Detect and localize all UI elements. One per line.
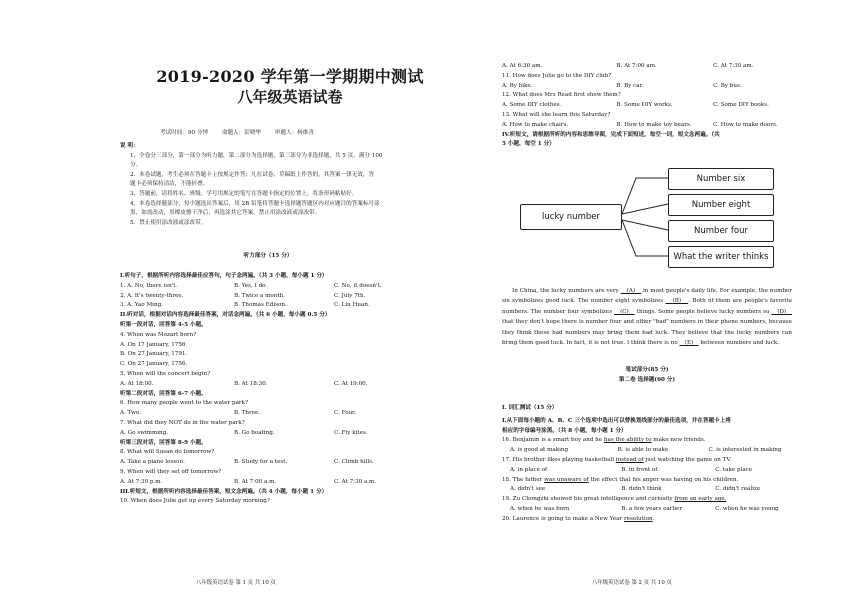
blank-a[interactable]: (A): [626, 288, 636, 294]
vocab-section: [502, 404, 792, 525]
question-17: 17. His brother likes playing basketball instead of just watching the game on TV.: [502, 456, 732, 463]
question-row: [502, 466, 792, 476]
option[interactable]: B. Three.: [234, 410, 261, 417]
question-18: 18. The father was unaware of the effect that his anger was having on his children.: [502, 476, 739, 483]
meta-reviewer: 审题人：杨维青: [274, 130, 314, 136]
exam-title: 2019-2020 学年第一学期期中测试: [156, 67, 424, 86]
option[interactable]: C. didn't realize: [715, 486, 761, 493]
option[interactable]: B. Thomas Edison.: [234, 302, 287, 309]
exam-subtitle: 八年级英语试卷: [237, 88, 343, 106]
option[interactable]: C. No, it doesn't.: [334, 282, 382, 289]
option[interactable]: C. is interested in making: [708, 447, 782, 454]
passage-text: in most people's daily life. For example, the number six symbolizes good luck. The number eight symbolizes: [502, 288, 793, 305]
question-row: [502, 505, 792, 515]
question-10: 10. When does Julie get up every Saturday morning?: [120, 498, 270, 505]
option[interactable]: B. Some DIY works.: [616, 102, 673, 109]
written-title: 笔试部分(85 分): [625, 367, 669, 373]
mindmap-branch: Number six: [668, 168, 774, 190]
option[interactable]: B. Yes, I do.: [234, 282, 268, 289]
note-line: 4、本卷选择题部分，每小题选出答案后，用 2B 铅笔将答题卡选择题答题区内对应题目的答案标号涂: [130, 200, 380, 207]
page-footer-right: 八年级英语试卷 第 2 页 共 10 页: [592, 580, 672, 586]
option[interactable]: B. By car.: [616, 82, 644, 89]
question-9: 9. When will they set off tomorrow?: [120, 468, 222, 475]
option[interactable]: B. Twice a month.: [234, 292, 286, 299]
listening-title: 听力部分（15 分）: [243, 253, 293, 259]
question-19: 19. Zu Chongzhi showed his great intelligence and curiosity from an early age.: [502, 496, 727, 503]
passage: [502, 286, 792, 348]
blank-e[interactable]: (E): [684, 340, 694, 347]
mindmap-center: lucky number: [520, 204, 622, 230]
note-line: 题卡必须保持清洁，不能折叠。: [130, 181, 209, 188]
page-footer-left: 八年级英语试卷 第 1 页 共 10 页: [196, 580, 276, 586]
question-8: 8. What will Susan do tomorrow?: [120, 449, 215, 456]
option[interactable]: A. when he was born: [510, 505, 570, 512]
option[interactable]: B. At 18:30.: [234, 380, 268, 387]
option[interactable]: A. Go swimming.: [120, 429, 169, 436]
option[interactable]: C. Fly kites.: [334, 429, 368, 436]
question-13: 13. What will she learn this Saturday?: [502, 111, 611, 118]
section-1-title: I.听句子，根据所听内容选择最佳应答句，句子念两遍。（共 3 小题，每小题 1 分）: [120, 273, 328, 279]
blank-c[interactable]: (C): [620, 308, 629, 315]
question-7: 7. What did they NOT do in the water park?: [120, 419, 245, 426]
mindmap-branch: Number four: [668, 220, 774, 242]
blank-b[interactable]: (B): [672, 298, 682, 305]
section-4-title: IV.听短文，请根据所听的内容和思维导图，完成下面短述，每空一词，短文念两遍。（共: [502, 131, 720, 138]
question-row: [502, 485, 792, 495]
option[interactable]: A. didn't see: [510, 486, 546, 493]
option[interactable]: B. On 27 January, 1791.: [120, 351, 188, 358]
option[interactable]: C. Climb hills.: [334, 459, 374, 466]
option[interactable]: A. How to make chairs.: [502, 121, 569, 128]
option[interactable]: C. How to make doors.: [713, 121, 778, 128]
mindmap-branch: What the writer thinks: [668, 246, 774, 268]
passage-text: . Both of them are people's favorite numbers. The number four symbolizes: [502, 298, 792, 315]
passage-text: that they don't hope there is number four and other "bad" numbers in their phone numbers, because they think these bad numbers may bring them bad luck. They believe that the lucky numbers can bring them good luck. In fact, it is not true. I think there is no: [502, 319, 792, 347]
note-line: 黑，如需改动，用橡皮擦干净后，再选涂其它答案，禁止用涂改液或涂改带。: [130, 210, 321, 217]
question-12: 12. What does Mrs Read first show them?: [502, 92, 621, 99]
option[interactable]: B. How to make toy bears.: [616, 121, 692, 128]
option[interactable]: A. Take a piano lesson.: [120, 459, 185, 466]
note-line: 分。: [130, 162, 142, 169]
vocab-title: I. 词汇测试（15 分）: [502, 405, 558, 411]
option[interactable]: A. Two.: [120, 410, 141, 417]
option[interactable]: C. when he was young: [715, 505, 779, 512]
option[interactable]: B. in front of: [621, 466, 658, 473]
option[interactable]: C. Some DIY books.: [713, 102, 769, 109]
question-row: [502, 446, 792, 456]
option[interactable]: C. Four.: [334, 410, 357, 417]
question-16: 16. Benjamin is a smart boy and he has the ability to make new friends.: [502, 437, 706, 444]
vocab-instructions-2: 相应的字母编号涂黑。（共 8 小题，每小题 1 分）: [502, 427, 627, 434]
option[interactable]: C. On 27 January, 1756.: [120, 361, 188, 368]
option[interactable]: B. At 7:00 am.: [616, 63, 657, 69]
note-line: 5、禁止使用涂改液或涂改带。: [130, 219, 207, 226]
question-11: 11. How does Julie go to the DIY club?: [502, 72, 612, 79]
part2-title: 第二卷 选择题(60 分): [618, 377, 676, 383]
option[interactable]: 2. A. It's twenty-three.: [120, 292, 184, 299]
question-6: 6. How many people went to the water park?: [120, 400, 248, 407]
option[interactable]: B. a few years earlier: [621, 505, 683, 512]
notes-title: 说 明：: [120, 143, 139, 149]
meta-author: 命题人：彭晓华: [221, 130, 262, 136]
note-line: 3、答题前，请将姓名、班级、学号用规定的笔写在答题卡指定的位置上，将条形码粘贴好。: [130, 190, 358, 197]
option[interactable]: A. At 18:00.: [120, 380, 154, 387]
option[interactable]: A. in place of: [510, 466, 548, 473]
option[interactable]: C. At 7:30 a.m.: [334, 478, 377, 485]
section-2-title: II.听对话，根据对话内容选择最佳答案，对话念两遍。（共 6 小题，每小题 0.5 分）: [120, 312, 331, 319]
section-4-title-2: 5 小题，每空 1 分）: [502, 141, 555, 148]
blank-d[interactable]: (D): [777, 308, 787, 315]
option[interactable]: 1. A. No, there isn't.: [120, 282, 178, 289]
dialogue-2-title: 听第二段对话，回答第 6-7 小题。: [120, 390, 207, 397]
question-20: 20. Laurence is going to make a New Year resolution.: [502, 515, 655, 522]
option[interactable]: A. By bike.: [502, 82, 533, 89]
option[interactable]: A. At 7:30 p.m.: [120, 478, 163, 485]
passage-text: between numbers and luck.: [698, 340, 780, 347]
passage-text: things. Some people believe lucky numbers so: [634, 308, 772, 315]
question-4: 4. When was Mozart born?: [120, 331, 197, 338]
meta-time: 考试时间：90 分钟: [160, 130, 209, 136]
option[interactable]: B. didn't think: [621, 486, 662, 493]
option[interactable]: 3. A. Yao Ming.: [120, 302, 163, 309]
option[interactable]: A. Some DIY clothes.: [502, 102, 562, 109]
option[interactable]: C. By bus.: [713, 82, 742, 89]
option[interactable]: C. At 19:00.: [334, 380, 368, 387]
note-line: 2、本卷试题，考生必须在答题卡上按规定作答；凡在试卷、草稿纸上作答的，其答案一律无效，答: [130, 171, 375, 178]
dialogue-1-title: 听第一段对话，回答第 4-5 小题。: [120, 321, 207, 328]
option[interactable]: B. Go boating.: [234, 429, 275, 436]
option[interactable]: C. July 7th.: [334, 292, 366, 299]
option[interactable]: C. Liu Huan.: [334, 302, 370, 309]
option[interactable]: C. take place: [715, 466, 753, 473]
vocab-instructions: I.从下面每小题的 A、B、C 三个选项中选出可以替换划线部分的最佳选项，并在答题卡上将: [502, 417, 731, 424]
option[interactable]: B. is able to make: [617, 447, 669, 454]
option[interactable]: B. Study for a test.: [234, 459, 288, 466]
section-3-title: III.听短文，根据所听内容选择最佳答案，短文念两遍。（共 4 小题，每小题 1 分）: [120, 488, 328, 495]
option[interactable]: C. At 7:30 am.: [713, 63, 754, 69]
question-5: 5. When will the concert begin?: [120, 370, 211, 377]
option[interactable]: B. At 7:00 a.m.: [234, 478, 277, 485]
dialogue-3-title: 听第三段对话，回答第 8-9 小题。: [120, 439, 207, 446]
passage-text: In China, the lucky numbers are very: [512, 288, 621, 294]
mindmap-branch: Number eight: [668, 194, 774, 216]
option[interactable]: A. At 6:30 am.: [502, 63, 543, 69]
option[interactable]: A. is good at making: [510, 447, 569, 454]
note-line: 1、全卷分三部分，第一部分为听力题，第二部分为选择题，第三部分为非选择题，共 5 页，满分 100: [130, 152, 383, 159]
option[interactable]: A. On 17 January, 1756.: [120, 341, 188, 348]
